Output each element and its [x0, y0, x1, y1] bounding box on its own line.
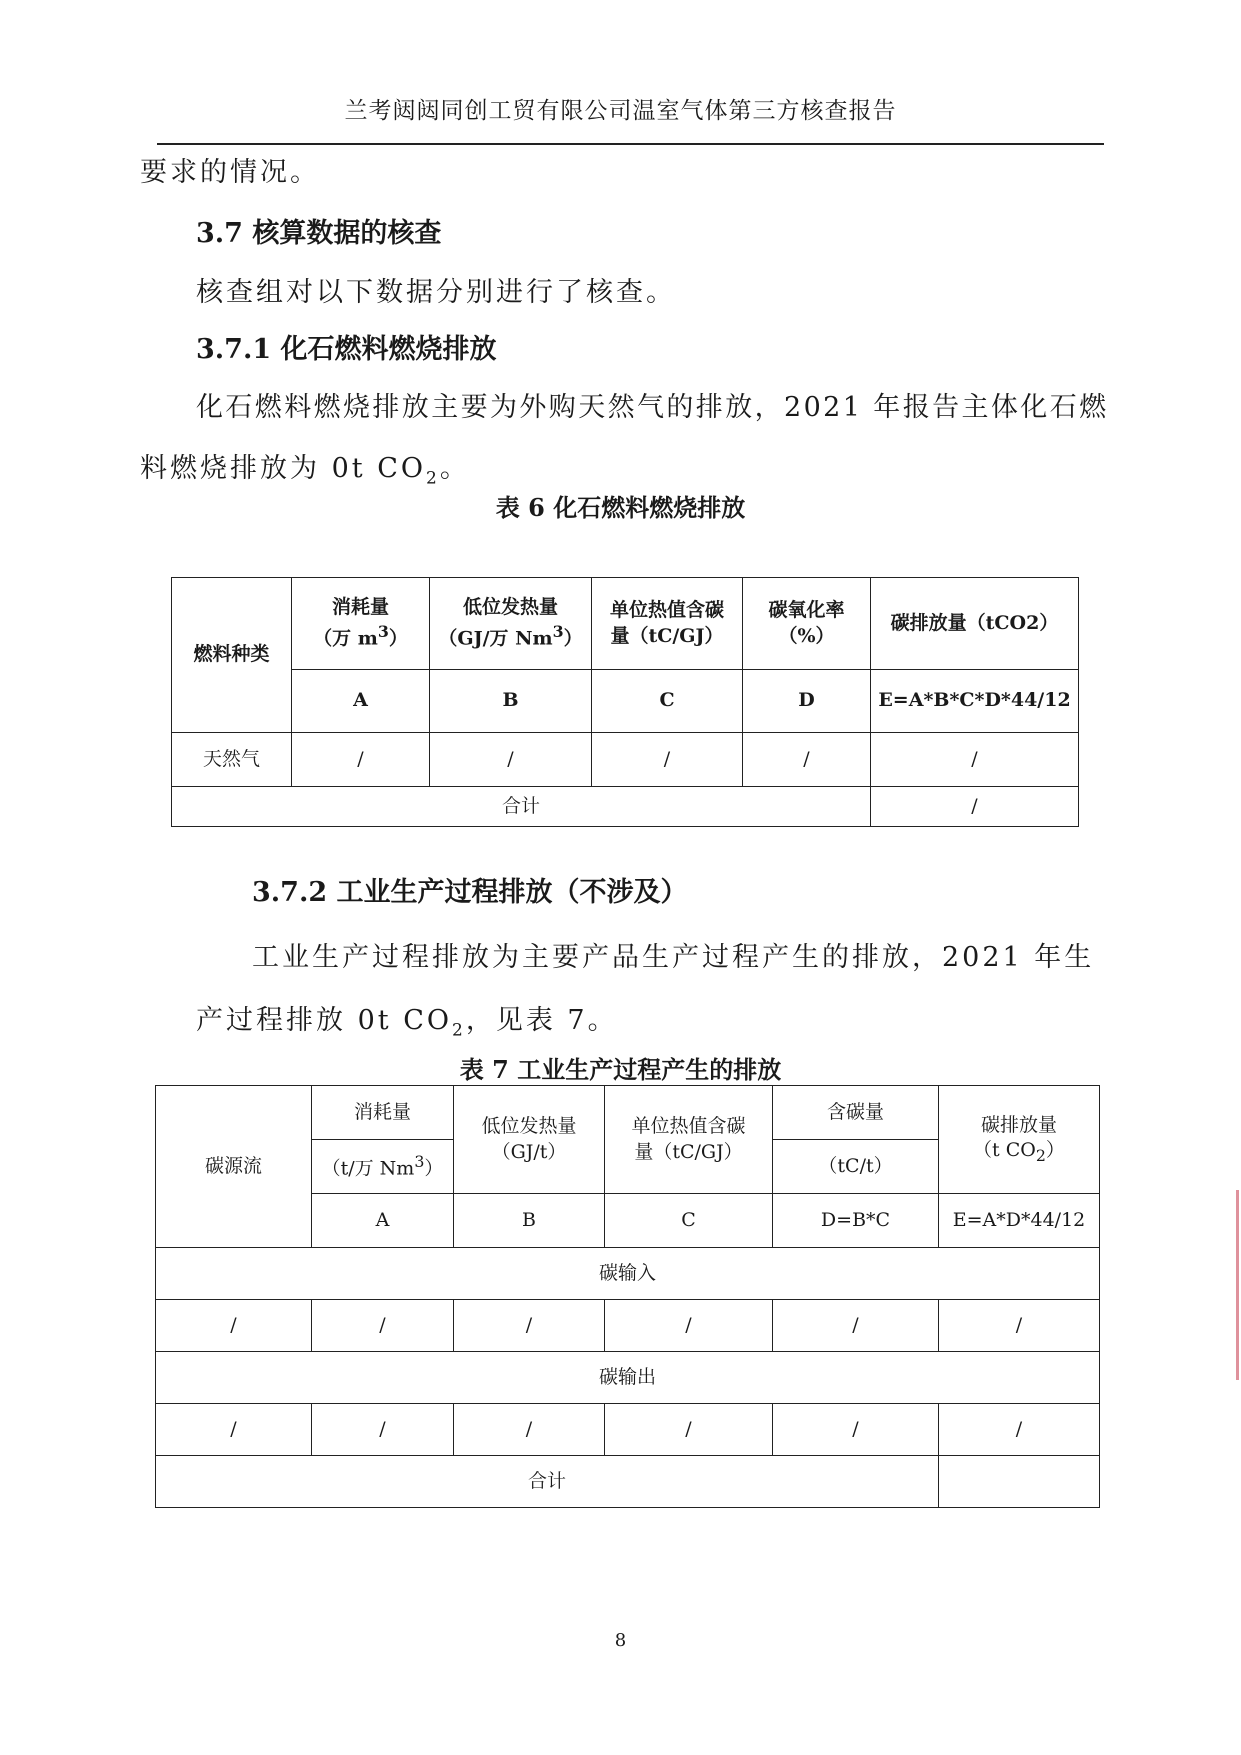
- table7-code-b: B: [454, 1194, 605, 1248]
- table6-header-emission: 碳排放量（tCO2）: [871, 578, 1079, 670]
- table6-cell-a: /: [292, 733, 430, 787]
- table6-header-consumption: [292, 578, 430, 670]
- table6-cell-b: /: [430, 733, 592, 787]
- unit-close: ）: [388, 627, 408, 650]
- unit-sup: 3: [377, 621, 389, 641]
- table7-output-cell: /: [939, 1404, 1100, 1456]
- table7-header-consumption: 消耗量: [312, 1086, 454, 1140]
- table7-caption: 表 7 工业生产过程产生的排放: [459, 1055, 782, 1084]
- table7-industrial-process-emissions: [155, 1085, 1100, 1508]
- table7-carbon-output-label: 碳输出: [156, 1352, 1100, 1404]
- table7-input-cell: /: [454, 1300, 605, 1352]
- paragraph-fossil-line2: [140, 446, 470, 488]
- table7-code-a: A: [312, 1194, 454, 1248]
- table7-carbon-input-label: 碳输入: [156, 1248, 1100, 1300]
- page-header-title: 兰考闼闼同创工贸有限公司温室气体第三方核查报告: [344, 98, 897, 124]
- table6-code-e: E=A*B*C*D*44/12: [871, 670, 1079, 733]
- table7-input-cell: /: [312, 1300, 454, 1352]
- paragraph-verification-intro: 核查组对以下数据分别进行了核查。: [196, 277, 676, 308]
- unit-text: （GJ/万 Nm: [438, 627, 553, 650]
- table7-input-cell: /: [605, 1300, 773, 1352]
- table6-header-carbon-per-heat: [592, 578, 743, 670]
- table6-total-value: /: [871, 787, 1079, 827]
- page-number: 8: [614, 1630, 627, 1651]
- unit-sub: 2: [1035, 1146, 1046, 1166]
- table7-code-d: D=B*C: [773, 1194, 939, 1248]
- table7-header-emission: [939, 1086, 1100, 1194]
- header-text: 低位发热量: [481, 1114, 577, 1137]
- table7-input-cell: /: [156, 1300, 312, 1352]
- table7-input-cell: /: [939, 1300, 1100, 1352]
- table7-output-cell: /: [454, 1404, 605, 1456]
- table7-input-cell: /: [773, 1300, 939, 1352]
- paragraph-process-line2: [196, 998, 618, 1040]
- unit-text: （万 m: [313, 627, 378, 650]
- table7-output-cell: /: [773, 1404, 939, 1456]
- table7-code-c: C: [605, 1194, 773, 1248]
- table6-cell-fuel: 天然气: [172, 733, 292, 787]
- process-line2-text: 产过程排放 0t CO: [196, 1005, 452, 1036]
- table7-header-carbon-content-unit: （tC/t）: [773, 1140, 939, 1194]
- unit-text: （t/万 Nm: [321, 1157, 415, 1180]
- unit-close: ）: [1045, 1139, 1065, 1162]
- table6-header-heat-value: [430, 578, 592, 670]
- table6-code-d: D: [743, 670, 871, 733]
- process-line2-tail: ，见表 7。: [465, 1005, 618, 1036]
- table6-fossil-fuel-emissions: [171, 577, 1079, 827]
- seal-stamp-edge: [1222, 1190, 1239, 1380]
- table7-header-carbon-per-heat: [605, 1086, 773, 1194]
- table6-caption: 表 6 化石燃料燃烧排放: [495, 493, 746, 522]
- unit-sup: 3: [552, 621, 564, 641]
- header-text: 单位热值含碳: [609, 598, 724, 621]
- period: 。: [439, 453, 470, 484]
- section-heading-3-7-2: 3.7.2 工业生产过程排放（不涉及）: [252, 877, 688, 908]
- unit-text: 量（tC/GJ）: [610, 624, 724, 647]
- header-text: 碳氧化率: [768, 598, 845, 621]
- table6-cell-c: /: [592, 733, 743, 787]
- table7-header-carbon-source: 碳源流: [156, 1086, 312, 1248]
- table7-header-consumption-unit: [312, 1140, 454, 1194]
- table7-total-value: [939, 1456, 1100, 1508]
- table6-total-label: 合计: [172, 787, 871, 827]
- table7-output-cell: /: [605, 1404, 773, 1456]
- header-rule: [157, 143, 1104, 145]
- paragraph-continuation: 要求的情况。: [140, 157, 320, 188]
- co2-subscript: 2: [426, 468, 440, 489]
- co2-subscript: 2: [452, 1020, 466, 1041]
- unit-text: （t CO: [973, 1139, 1036, 1162]
- table6-header-oxidation-rate: [743, 578, 871, 670]
- header-text: 碳排放量: [980, 1113, 1057, 1136]
- table6-code-a: A: [292, 670, 430, 733]
- table7-header-carbon-content: 含碳量: [773, 1086, 939, 1140]
- table7-total-label: 合计: [156, 1456, 939, 1508]
- section-heading-3-7-1: 3.7.1 化石燃料燃烧排放: [196, 334, 497, 365]
- unit-sup: 3: [414, 1152, 425, 1172]
- section-heading-3-7: 3.7 核算数据的核查: [196, 218, 442, 249]
- paragraph-fossil-line1: 化石燃料燃烧排放主要为外购天然气的排放，2021 年报告主体化石燃: [196, 392, 1109, 423]
- table7-output-cell: /: [312, 1404, 454, 1456]
- table7-code-e: E=A*D*44/12: [939, 1194, 1100, 1248]
- table6-code-c: C: [592, 670, 743, 733]
- unit-close: ）: [563, 627, 583, 650]
- header-text: 低位发热量: [462, 596, 558, 619]
- unit-close: ）: [424, 1157, 444, 1180]
- table6-cell-e: /: [871, 733, 1079, 787]
- unit-text: （GJ/t）: [491, 1140, 567, 1163]
- table6-header-fuel-type: 燃料种类: [172, 578, 292, 733]
- table7-header-heat-value: [454, 1086, 605, 1194]
- fossil-line2-text: 料燃烧排放为 0t CO: [140, 453, 426, 484]
- unit-text: （%）: [778, 624, 835, 647]
- header-text: 单位热值含碳: [631, 1114, 746, 1137]
- table7-output-cell: /: [156, 1404, 312, 1456]
- paragraph-process-line1: 工业生产过程排放为主要产品生产过程产生的排放，2021 年生: [252, 942, 1095, 973]
- table6-cell-d: /: [743, 733, 871, 787]
- table6-code-b: B: [430, 670, 592, 733]
- header-text: 消耗量: [331, 596, 389, 619]
- unit-text: 量（tC/GJ）: [634, 1140, 743, 1163]
